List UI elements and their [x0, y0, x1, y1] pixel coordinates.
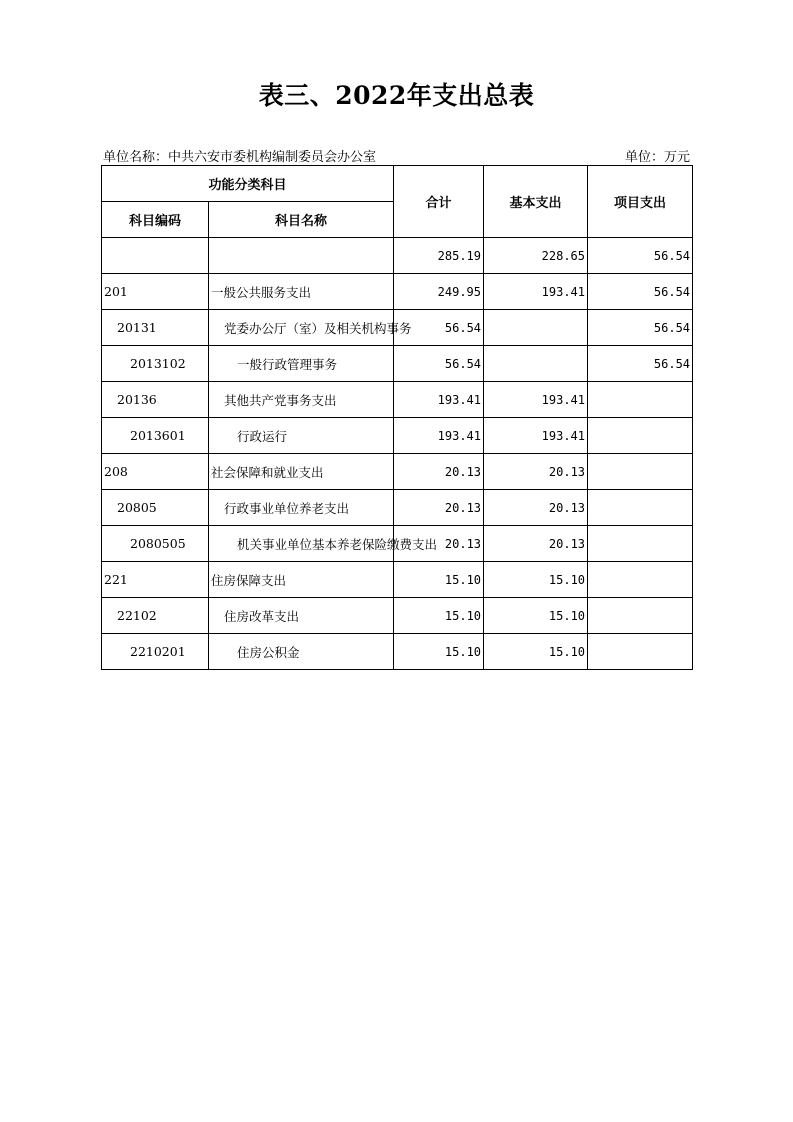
header-function-category: 功能分类科目 [102, 166, 394, 202]
cell-basic: 228.65 [484, 238, 588, 274]
cell-project: 56.54 [588, 274, 693, 310]
cell-code: 2210201 [102, 634, 209, 670]
cell-project [588, 418, 693, 454]
cell-basic: 15.10 [484, 598, 588, 634]
table-row [102, 346, 693, 382]
unit-money-label: 单位：万元 [624, 150, 690, 165]
cell-name: 住房保障支出 [209, 562, 394, 598]
cell-total: 56.54 [394, 346, 484, 382]
cell-project [588, 490, 693, 526]
cell-name: 社会保障和就业支出 [209, 454, 394, 490]
cell-basic: 20.13 [484, 454, 588, 490]
cell-basic: 15.10 [484, 634, 588, 670]
cell-code: 20136 [102, 382, 209, 418]
cell-project [588, 382, 693, 418]
table-row [102, 418, 693, 454]
cell-code: 201 [102, 274, 209, 310]
table-row [102, 490, 693, 526]
cell-total: 249.95 [394, 274, 484, 310]
cell-basic [484, 310, 588, 346]
cell-name: 党委办公厅（室）及相关机构事务 [209, 310, 394, 346]
table-row [102, 598, 693, 634]
cell-total: 285.19 [394, 238, 484, 274]
cell-total: 20.13 [394, 454, 484, 490]
cell-project: 56.54 [588, 346, 693, 382]
table-row [102, 454, 693, 490]
cell-name: 行政事业单位养老支出 [209, 490, 394, 526]
cell-name [209, 238, 394, 274]
cell-name: 其他共产党事务支出 [209, 382, 394, 418]
cell-total: 15.10 [394, 562, 484, 598]
cell-project: 56.54 [588, 238, 693, 274]
cell-total: 20.13 [394, 490, 484, 526]
cell-basic: 15.10 [484, 562, 588, 598]
table-row [102, 310, 693, 346]
cell-code: 208 [102, 454, 209, 490]
cell-project [588, 454, 693, 490]
cell-total: 193.41 [394, 382, 484, 418]
cell-name: 住房公积金 [209, 634, 394, 670]
cell-code: 2013102 [102, 346, 209, 382]
cell-name: 一般行政管理事务 [209, 346, 394, 382]
cell-basic: 193.41 [484, 274, 588, 310]
table-row [102, 274, 693, 310]
cell-name: 一般公共服务支出 [209, 274, 394, 310]
unit-org-label: 单位名称：中共六安市委机构编制委员会办公室 [103, 150, 377, 165]
cell-name: 住房改革支出 [209, 598, 394, 634]
header-name: 科目名称 [209, 202, 394, 238]
cell-project [588, 634, 693, 670]
cell-basic [484, 346, 588, 382]
cell-project [588, 562, 693, 598]
cell-total: 56.54 [394, 310, 484, 346]
header-basic: 基本支出 [484, 166, 588, 238]
cell-basic: 20.13 [484, 526, 588, 562]
cell-project [588, 598, 693, 634]
cell-project: 56.54 [588, 310, 693, 346]
cell-total: 15.10 [394, 634, 484, 670]
table-row [102, 562, 693, 598]
cell-total: 20.13 [394, 526, 484, 562]
cell-basic: 193.41 [484, 418, 588, 454]
table-row [102, 526, 693, 562]
cell-name: 行政运行 [209, 418, 394, 454]
cell-code: 2013601 [102, 418, 209, 454]
cell-name: 机关事业单位基本养老保险缴费支出 [209, 526, 394, 562]
cell-basic: 193.41 [484, 382, 588, 418]
cell-code: 20131 [102, 310, 209, 346]
header-project: 项目支出 [588, 166, 693, 238]
page-title: 表三、2022年支出总表 [258, 81, 535, 110]
cell-total: 15.10 [394, 598, 484, 634]
cell-total: 193.41 [394, 418, 484, 454]
cell-project [588, 526, 693, 562]
table-row [102, 382, 693, 418]
header-total: 合计 [394, 166, 484, 238]
expenditure-table [101, 165, 693, 670]
table-row [102, 634, 693, 670]
cell-code [102, 238, 209, 274]
cell-code: 22102 [102, 598, 209, 634]
cell-code: 221 [102, 562, 209, 598]
cell-code: 20805 [102, 490, 209, 526]
cell-code: 2080505 [102, 526, 209, 562]
table-row [102, 238, 693, 274]
cell-basic: 20.13 [484, 490, 588, 526]
header-code: 科目编码 [102, 202, 209, 238]
